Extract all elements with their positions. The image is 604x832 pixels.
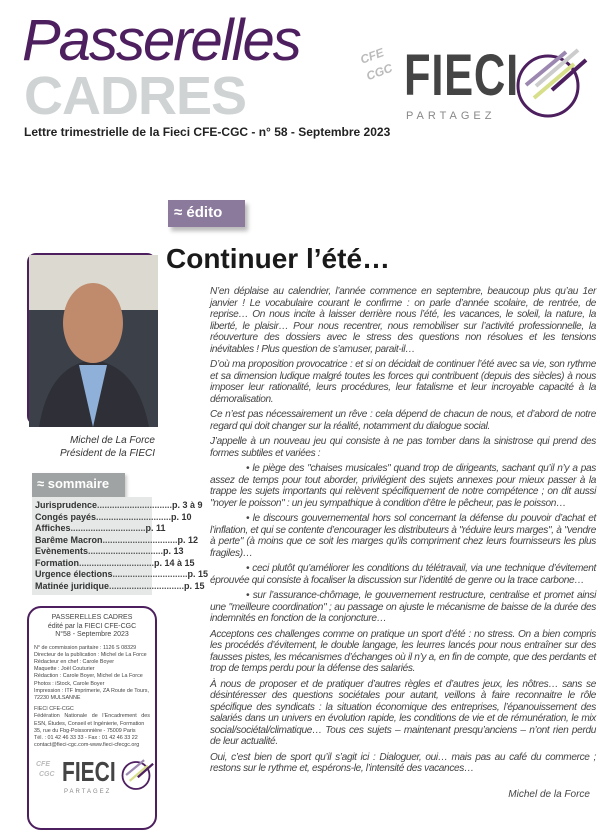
edito-tab: ≈ édito [168,200,245,227]
credit-line: N° de commission paritaire : 1126 S 08329 [34,644,137,651]
caption-name: Michel de La Force [69,435,155,446]
issue-line: Lettre trimestrielle de la Fieci CFE-CGC - n° 58 - Septembre 2023 [24,125,391,139]
sommaire-item[interactable] [35,557,195,570]
sommaire-item[interactable] [35,511,192,524]
sommaire-label: Affiches [35,523,71,533]
sommaire-label: Congés payés [35,511,97,522]
portrait-caption [40,434,155,460]
article-paragraph: Acceptons ces challenges comme on pratique un sport d’été : no stress. On a bien compris les procédés d’évitement, le double langage, les leurres lancés pour nous entraîner sur des fausses pistes, les mécanismes d’échanges où il n’y a, en fin de compte, que des perdants et trop de temps perdu pour la défense des salariés. [210,628,596,674]
article-paragraph: N’en déplaise au calendrier, l’année commence en septembre, beaucoup plus qu’au 1er janvier ! Le vocabulaire courant le confirme : on parle d’année scolaire, de rentrée, de reprise… On nous incite à laisser derrière nous l’été, les vacances, le soleil, la nature, la liberté, le plaisir… Pour nous recentrer, nous remobiliser sur l’activité professionnelle, la réouverture des dossiers avec le stress des questions non résolues et les tensions inévitables ! Plus question de s’amuser, parait-il… [210,286,596,355]
masthead-subtitle-cadres: CADRES [24,66,247,126]
logo-cgc-text: CGC [364,60,395,84]
sommaire-page: p. 14 à 15 [154,557,195,568]
fieci-logo-small: CFE CGC FIECI PARTAGEZ [34,753,150,799]
credit-line: Impression : ITF Imprimerie, ZA Route de Tours, 72230 MULSANNE [34,687,149,701]
sommaire-label: Matinée juridique [35,580,110,591]
credit-line: Rédacteur en chef : Carole Boyer [34,658,115,665]
article-bullet: • le discours gouvernemental hors sol concernant la défense du pouvoir d’achat et l’inflation, et qui se contente d’encourager les distributeurs à "réduire leurs marges", à "vendre à perte" (à moins que ce soit les marges qu’ils compriment chez leurs fournisseurs les plus fragiles)… [210,513,596,559]
dot-leader: .............................. [102,534,178,545]
credits-header: PASSERELLES CADRES édité par la FIECI CFE-CGC N°58 - Septembre 2023 [47,614,137,638]
sommaire-item[interactable] [35,569,209,581]
article-title: Continuer l’été… [166,243,391,274]
credit-line: Tél. : 01 42 46 33 33 - Fax : 01 42 46 33 22 [34,734,138,741]
sommaire-item[interactable] [35,523,166,535]
credit-line: FIECI CFE-CGC [34,706,74,713]
sommaire-list [32,497,209,595]
article-body [210,286,596,775]
sommaire-label: Formation [35,557,79,568]
dot-leader: .............................. [79,557,155,568]
sommaire-label: Barême Macron [35,534,103,545]
article-signature: Michel de la Force [508,788,590,800]
article-bullet: • sur l’assurance-chômage, le gouvernement restructure, centralise et promet ainsi une "meilleure coordination" ; au passage on ajuste le mécanisme de baisse de la durée des indemnités en fonction de la conjoncture… [210,590,596,624]
credit-line: Photos : iStock, Carole Boyer [34,680,105,687]
fieci-logo [358,30,588,130]
article-bullet: • le piège des "chaises musicales" quand trop de dirigeants, sachant qu’il n’y a pas assez de temps pour tout aborder, privilégient des sujets annexes pour mieux passer à la trappe les sujets importants qui relèvent spécifiquement de notre compétence ; on dit aussi "noyer le poisson" : un jeu sympathique à condition d’être le pêcheur, pas le poisson… [210,463,596,509]
logo-circle-icon [118,753,154,793]
logo-tagline-text: PARTAGEZ [406,110,496,122]
dot-leader: .............................. [112,569,188,579]
article-paragraph: À nous de proposer et de pratiquer d’autres règles et d’autres jeux, les nôtres… sans se désintéresser des questions sociétales pour autant, veillons à faire reconnaitre le rôle spécifique des syndicats : la situation économique des entreprises, l’épanouissement des salariés dans un univers en évolution rapide, les conditions de vie et de rémunération, le mix social/sociétal/climatique… Tous ces sujets – maintenant presqu’anciens – n’ont rien perdu de leur actualité. [210,678,596,747]
caption-role: Président de la FIECI [59,448,155,459]
sommaire-page: p. 3 à 9 [172,500,203,510]
credit-line: Fédération Nationale de l’Encadrement des ESN, Études, Conseil et Ingénierie, Formation [34,713,150,727]
dot-leader: .............................. [96,511,172,522]
article-paragraph: Ce n’est pas nécessairement un rêve : cela dépend de chacun de nous, et d’abord de notre regard qui doit changer sur la réalité, notamment du dialogue social. [210,409,596,432]
dot-leader: .............................. [88,546,164,556]
sommaire-page: p. 15 [187,569,209,579]
sommaire-page: p. 15 [184,580,205,591]
credit-line: Directeur de la publication : Michel de La Force [34,651,147,658]
dot-leader: .............................. [109,580,185,591]
sommaire-page: p. 10 [171,511,192,522]
article-bullet: • ceci plutôt qu’améliorer les conditions du télétravail, via une technique d’évitement éprouvée qui consiste à focaliser la discussion sur l’identité de genre ou la trace carbone… [210,563,596,586]
sommaire-page: p. 12 [177,534,199,545]
masthead-title: Passerelles [22,8,300,73]
sommaire-label: Jurisprudence [35,500,98,510]
org-credits [34,706,150,749]
sommaire-tab: ≈ sommaire [32,473,125,497]
sommaire-item[interactable] [35,500,203,512]
credits-box [27,606,157,830]
article-paragraph: J’appelle à un nouveau jeu qui consiste à ne pas tomber dans la sinistrose qui prend des formes subtiles et variées : [210,436,596,459]
article-paragraph: Oui, c’est bien de sport qu’il s’agit ici : Dialoguer, oui… mais pas au café du commerce ; restons sur le rythme et, espérons-le, l’intensité des vacances… [210,751,596,774]
credit-line: contact@fieci-cgc.com-www.fieci-cfecgc.org [34,742,140,749]
logo-cfe-text: CFE [358,45,386,67]
sommaire-page: p. 13 [163,546,184,556]
logo-circle-icon [508,38,588,123]
staff-credits [34,645,150,703]
credit-line: Maquette : Joël Couturier [34,666,95,673]
article-paragraph: D’où ma proposition provocatrice : et si on décidait de continuer l’été avec sa vie, son rythme et sa dimension ludique malgré toutes les forces qui contribuent (depuis des siècles) à nous imposer leur rationalité, leurs procédures, leur fatalisme et leur incroyable capacité à la démoralisation. [210,359,596,405]
credit-line: 35, rue du Fbg-Poissonnière - 75009 Paris [34,727,136,734]
sommaire-page: p. 11 [145,523,166,533]
dot-leader: .............................. [97,500,173,510]
sommaire-item[interactable] [35,546,184,558]
portrait-photo [27,253,156,425]
sommaire-item[interactable] [35,534,199,547]
dot-leader: .............................. [70,523,146,533]
sommaire-item[interactable] [35,580,205,593]
credit-line: Rédaction : Carole Boyer, Michel de La Force [34,673,143,680]
sommaire-label: Urgence élections [35,569,113,579]
article [210,286,596,801]
logo-name-text: FIECI [404,43,519,108]
sommaire-label: Evènements [35,546,89,556]
